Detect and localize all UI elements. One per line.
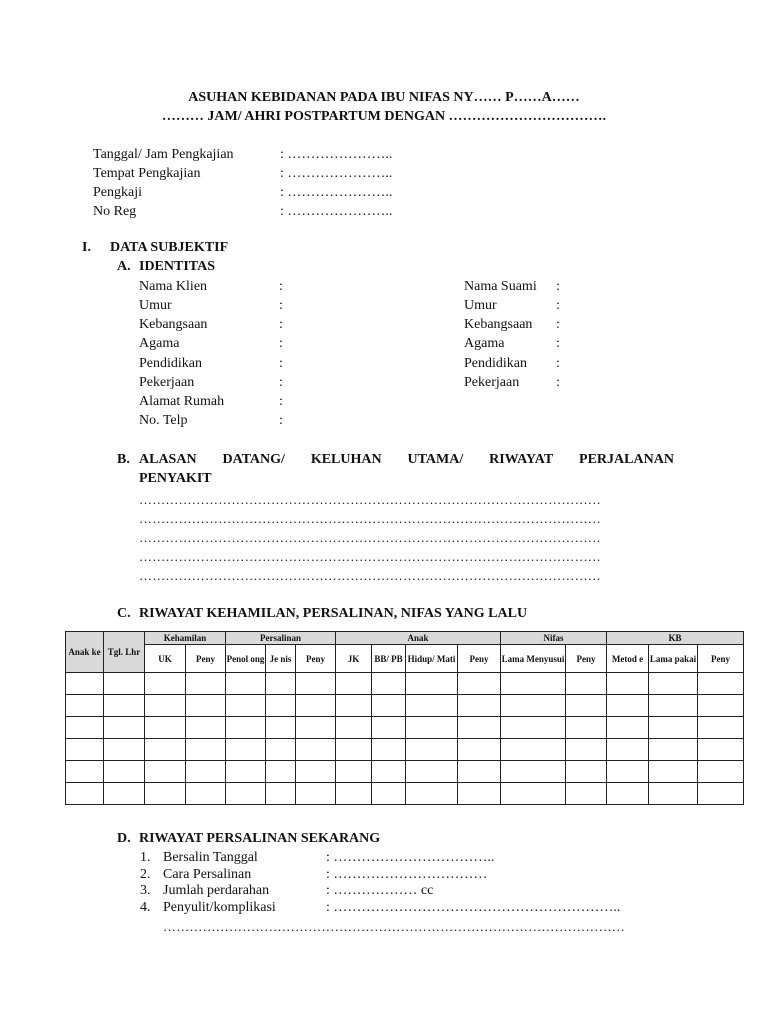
sub-a-letter: A. [117,259,131,274]
table-cell[interactable] [296,717,336,739]
table-cell[interactable] [501,717,566,739]
table-cell[interactable] [406,695,458,717]
col-header-jk: JK [336,645,372,673]
table-cell[interactable] [649,673,698,695]
col-header-bb-pb: BB/ PB [372,645,406,673]
dot-line[interactable]: …………………………………………………………………………………………… [139,568,601,583]
table-cell[interactable] [104,739,145,761]
col-header-jenis: Je nis [266,645,296,673]
table-cell[interactable] [336,673,372,695]
table-cell[interactable] [501,673,566,695]
sub-c-title: RIWAYAT KEHAMILAN, PERSALINAN, NIFAS YANG LALU [139,606,528,621]
table-cell[interactable] [566,739,607,761]
table-header-row-1 [66,632,744,645]
table-cell[interactable] [566,673,607,695]
dot-line-continuation[interactable]: …………………………………………………………………………………………… [163,919,625,934]
table-cell[interactable] [266,783,296,805]
table-cell[interactable] [186,673,226,695]
identity-label-nama-suami: Nama Suami [464,279,537,294]
group-header-persalinan: Persalinan [226,632,336,645]
table-cell[interactable] [649,717,698,739]
table-cell[interactable] [66,695,104,717]
table-cell[interactable] [226,673,266,695]
item-number: 2. [140,867,151,882]
table-cell[interactable] [501,761,566,783]
table-cell[interactable] [104,717,145,739]
dot-line[interactable]: …………………………………………………………………………………………… [139,492,601,507]
col-header-hidup-mati: Hidup/ Mati [406,645,458,673]
item-label-jumlah-perdarahan: Jumlah perdarahan [163,883,270,898]
table-cell[interactable] [145,783,186,805]
field-value-no-reg[interactable]: : ………………….. [280,204,393,219]
table-cell[interactable] [458,783,501,805]
table-cell[interactable] [226,739,266,761]
table-cell[interactable] [649,739,698,761]
table-row [66,673,744,695]
table-cell[interactable] [372,717,406,739]
item-label-bersalin-tanggal: Bersalin Tanggal [163,850,258,865]
sub-a-title: IDENTITAS [139,259,215,274]
table-cell[interactable] [649,695,698,717]
table-cell[interactable] [649,761,698,783]
table-cell[interactable] [607,695,649,717]
sub-b-title-line-2: PENYAKIT [139,471,212,486]
col-header-tgl-lhr: Tgl. Lhr [104,632,145,673]
sub-b-letter: B. [117,452,130,467]
identity-label-pendidikan-suami: Pendidikan [464,356,527,371]
group-header-kb: KB [607,632,744,645]
field-label-no-reg: No Reg [93,204,137,219]
sub-b-word: DATANG/ [222,452,285,467]
table-cell[interactable] [336,739,372,761]
table-cell[interactable] [649,783,698,805]
identity-label-kebangsaan: Kebangsaan [139,317,208,332]
col-header-anak-ke: Anak ke [66,632,104,673]
dot-line[interactable]: …………………………………………………………………………………………… [139,549,601,564]
table-cell[interactable] [406,783,458,805]
item-value-cara-persalinan[interactable]: : …………………………… [326,867,488,882]
item-label-penyulit: Penyulit/komplikasi [163,900,276,915]
table-cell[interactable] [145,761,186,783]
table-cell[interactable] [607,673,649,695]
table-cell[interactable] [296,761,336,783]
table-cell[interactable] [406,717,458,739]
table-row [66,783,744,805]
col-header-peny: Peny [296,645,336,673]
table-cell[interactable] [458,673,501,695]
table-cell[interactable] [501,783,566,805]
table-cell[interactable] [66,717,104,739]
identity-label-agama-suami: Agama [464,336,505,351]
table-cell[interactable] [266,695,296,717]
table-cell[interactable] [607,717,649,739]
col-header-peny: Peny [698,645,744,673]
table-cell[interactable] [104,695,145,717]
table-cell[interactable] [336,695,372,717]
identity-label-pekerjaan-suami: Pekerjaan [464,375,520,390]
table-cell[interactable] [186,783,226,805]
table-cell[interactable] [266,717,296,739]
table-cell[interactable] [336,717,372,739]
table-cell[interactable] [698,695,744,717]
section-1-title: DATA SUBJEKTIF [110,240,229,255]
table-cell[interactable] [566,783,607,805]
table-cell[interactable] [698,673,744,695]
table-cell[interactable] [226,695,266,717]
table-cell[interactable] [296,739,336,761]
sub-d-letter: D. [117,831,131,846]
table-cell[interactable] [66,739,104,761]
col-header-metode: Metod e [607,645,649,673]
table-cell[interactable] [336,761,372,783]
table-header-row-2 [66,645,744,673]
identity-label-umur-suami: Umur [464,298,497,313]
table-cell[interactable] [458,739,501,761]
table-cell[interactable] [501,739,566,761]
table-cell[interactable] [406,761,458,783]
identity-label-no-telp: No. Telp [139,413,188,428]
item-value-bersalin-tanggal[interactable]: : …………………………….. [326,850,495,865]
field-value-pengkaji[interactable]: : ………………….. [280,185,393,200]
field-label-tanggal: Tanggal/ Jam Pengkajian [93,147,234,162]
table-cell[interactable] [698,783,744,805]
document-title-line-2: ……… JAM/ AHRI POSTPARTUM DENGAN ……………………………. [161,109,607,124]
table-cell[interactable] [186,717,226,739]
identity-colon: : [279,375,283,390]
col-header-peny: Peny [566,645,607,673]
col-header-lama-menyusui: Lama Menyusui [501,645,566,673]
table-cell[interactable] [607,783,649,805]
col-header-penolong: Penol ong [226,645,266,673]
col-header-peny: Peny [186,645,226,673]
dot-line[interactable]: …………………………………………………………………………………………… [139,511,601,526]
sub-b-word: PERJALANAN [579,452,674,467]
identity-colon: : [556,336,560,351]
item-number: 4. [140,900,151,915]
identity-colon: : [279,394,283,409]
sub-d-title: RIWAYAT PERSALINAN SEKARANG [139,831,381,846]
table-cell[interactable] [186,761,226,783]
table-cell[interactable] [145,739,186,761]
field-label-tempat: Tempat Pengkajian [93,166,201,181]
table-cell[interactable] [296,673,336,695]
identity-colon: : [279,336,283,351]
item-value-jumlah-perdarahan[interactable]: : ……………… cc [326,883,434,898]
section-1-number: I. [82,240,91,255]
sub-b-word: RIWAYAT [489,452,554,467]
identity-label-alamat-rumah: Alamat Rumah [139,394,225,409]
table-cell[interactable] [296,695,336,717]
identity-colon: : [279,356,283,371]
table-cell[interactable] [607,761,649,783]
table-body [66,673,744,805]
dot-line[interactable]: …………………………………………………………………………………………… [139,530,601,545]
item-number: 1. [140,850,151,865]
identity-colon: : [279,279,283,294]
table-row [66,739,744,761]
group-header-nifas: Nifas [501,632,607,645]
table-cell[interactable] [145,695,186,717]
table-cell[interactable] [372,673,406,695]
table-cell[interactable] [458,717,501,739]
table-cell[interactable] [566,695,607,717]
field-label-pengkaji: Pengkaji [93,185,142,200]
sub-b-title [139,452,674,468]
table-cell[interactable] [406,673,458,695]
table-cell[interactable] [145,717,186,739]
table-cell[interactable] [458,761,501,783]
group-header-anak: Anak [336,632,501,645]
sub-b-word: ALASAN [139,452,197,467]
table-cell[interactable] [372,783,406,805]
document-title-line-1: ASUHAN KEBIDANAN PADA IBU NIFAS NY…… P……A…… [188,90,580,105]
table-cell[interactable] [406,739,458,761]
table-cell[interactable] [226,761,266,783]
item-value-penyulit[interactable]: : …………………………………………………….. [326,900,621,915]
col-header-lama-pakai: Lama pakai [649,645,698,673]
table-cell[interactable] [336,783,372,805]
identity-label-agama: Agama [139,336,180,351]
identity-label-nama-klien: Nama Klien [139,279,208,294]
table-cell[interactable] [566,717,607,739]
table-cell[interactable] [607,739,649,761]
table-cell[interactable] [372,761,406,783]
table-cell[interactable] [226,783,266,805]
table-cell[interactable] [66,783,104,805]
item-label-cara-persalinan: Cara Persalinan [163,867,252,882]
table-row [66,717,744,739]
identity-colon: : [279,317,283,332]
sub-c-letter: C. [117,606,131,621]
table-cell[interactable] [266,673,296,695]
sub-b-word: UTAMA/ [407,452,464,467]
group-header-kehamilan: Kehamilan [145,632,226,645]
identity-colon: : [556,375,560,390]
identity-label-umur: Umur [139,298,172,313]
table-cell[interactable] [226,717,266,739]
field-value-tempat[interactable]: : ………………….. [280,166,393,181]
table-cell[interactable] [458,695,501,717]
table-cell[interactable] [698,739,744,761]
identity-colon: : [556,279,560,294]
identity-colon: : [556,298,560,313]
table-cell[interactable] [698,761,744,783]
col-header-uk: UK [145,645,186,673]
identity-colon: : [279,298,283,313]
table-cell[interactable] [698,717,744,739]
identity-colon: : [556,356,560,371]
table-cell[interactable] [104,673,145,695]
table-cell[interactable] [66,761,104,783]
table-cell[interactable] [186,739,226,761]
table-cell[interactable] [372,695,406,717]
table-cell[interactable] [145,673,186,695]
identity-label-kebangsaan-suami: Kebangsaan [464,317,533,332]
field-value-tanggal[interactable]: : ………………….. [280,147,393,162]
table-cell[interactable] [66,673,104,695]
col-header-peny: Peny [458,645,501,673]
table-row [66,761,744,783]
table-cell[interactable] [372,739,406,761]
sub-b-word: KELUHAN [310,452,382,467]
table-row [66,695,744,717]
identity-label-pendidikan: Pendidikan [139,356,202,371]
table-cell[interactable] [186,695,226,717]
identity-label-pekerjaan: Pekerjaan [139,375,195,390]
history-table [65,631,744,805]
table-cell[interactable] [266,761,296,783]
item-number: 3. [140,883,151,898]
table-cell[interactable] [296,783,336,805]
table-cell[interactable] [104,761,145,783]
table-cell[interactable] [566,761,607,783]
identity-colon: : [279,413,283,428]
table-cell[interactable] [104,783,145,805]
table-cell[interactable] [266,739,296,761]
table-cell[interactable] [501,695,566,717]
identity-colon: : [556,317,560,332]
